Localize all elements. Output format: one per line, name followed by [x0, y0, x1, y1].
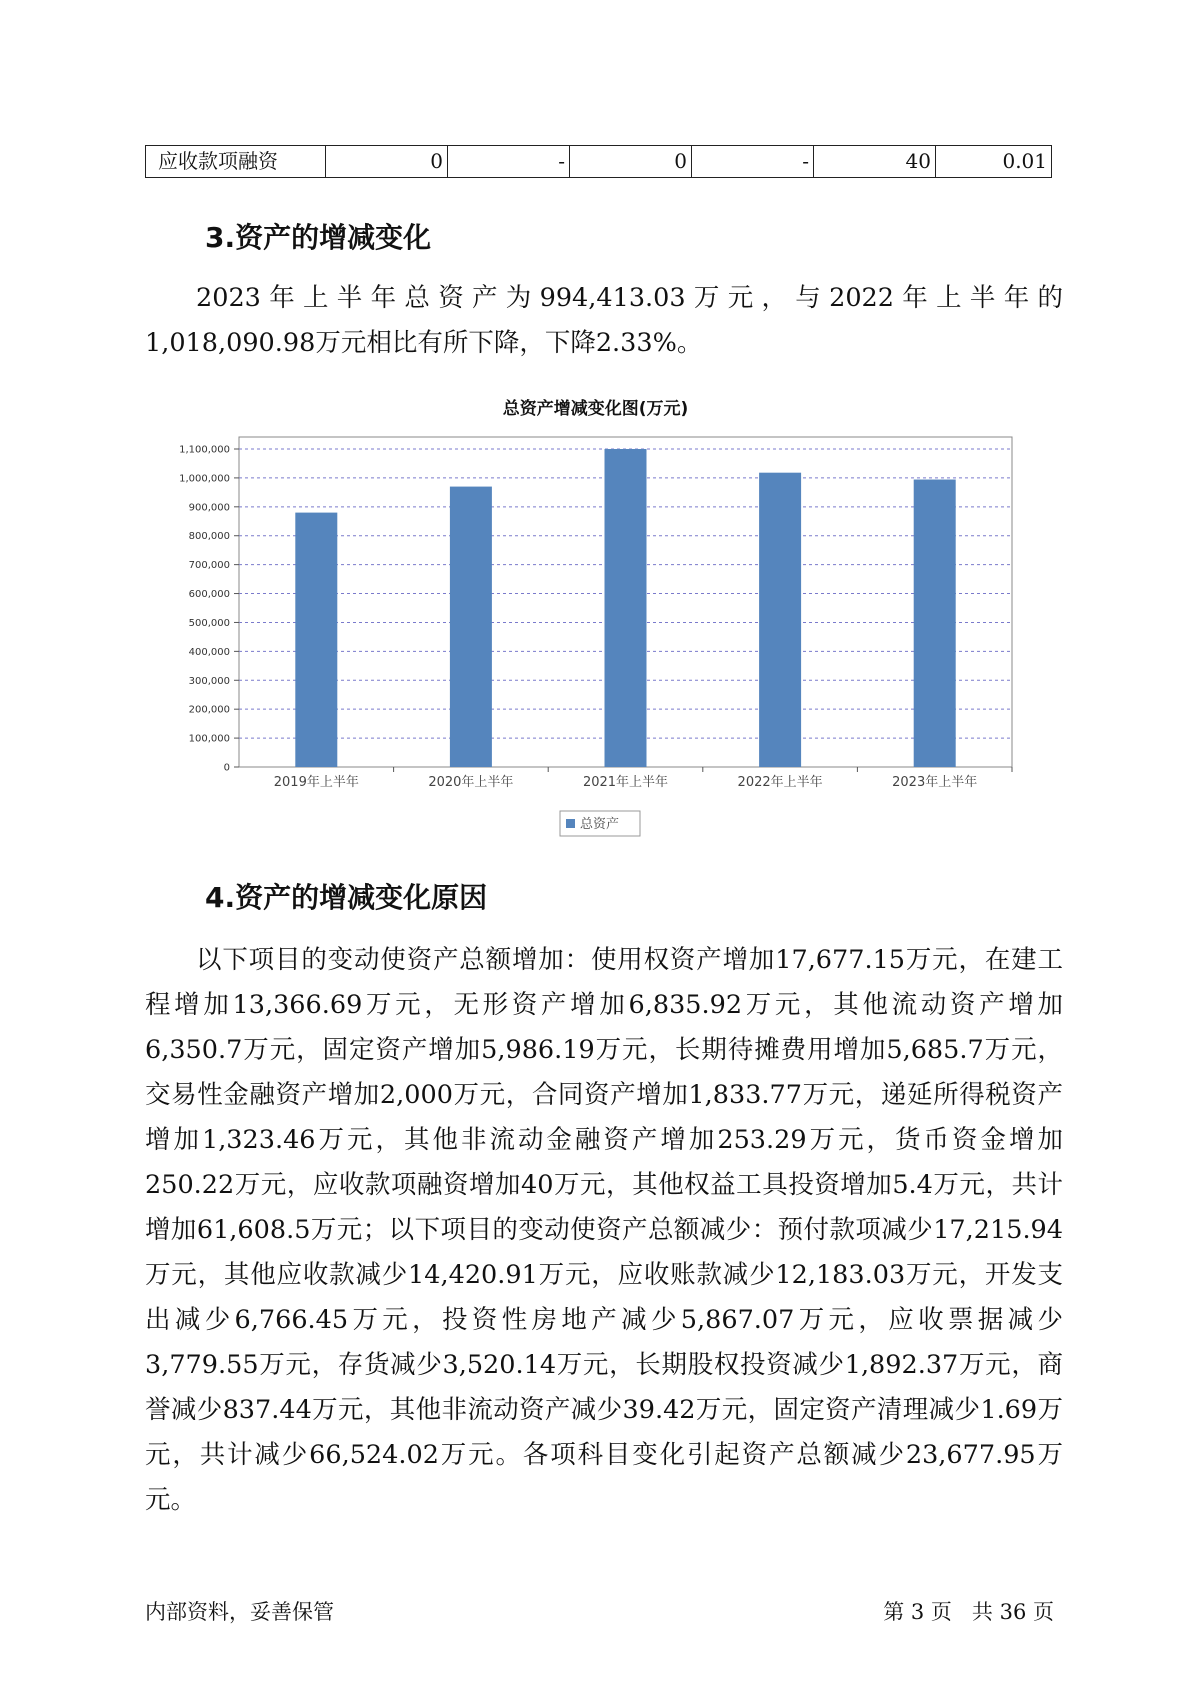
legend-label: 总资产	[580, 817, 620, 832]
x-category-label: 2022年上半年	[737, 775, 823, 790]
y-tick-label: 200,000	[188, 704, 230, 716]
table-cell: 0	[326, 146, 448, 178]
footer-page-number: 第 3 页 共 36 页	[883, 1600, 1054, 1624]
footer-confidential-note: 内部资料，妥善保管	[145, 1600, 334, 1624]
section-3-paragraph: 2023年上半年总资产为994,413.03万元，与2022年上半年的1,018,090.98万元相比有所下降，下降2.33%。	[145, 283, 1063, 358]
y-tick-label: 300,000	[188, 675, 230, 687]
legend-swatch	[566, 819, 575, 828]
y-tick-label: 700,000	[188, 560, 230, 572]
table-cell: 0	[570, 146, 692, 178]
x-category-label: 2021年上半年	[582, 775, 669, 790]
y-tick-label: 1,100,000	[179, 444, 230, 456]
x-category-label: 2019年上半年	[273, 775, 359, 790]
x-category-label: 2023年上半年	[892, 775, 978, 790]
bar	[450, 487, 492, 767]
y-tick-label: 500,000	[188, 617, 230, 629]
y-tick-label: 0	[223, 762, 230, 774]
y-tick-label: 1,000,000	[179, 473, 230, 485]
row-label: 应收款项融资	[146, 146, 326, 178]
y-tick-label: 400,000	[188, 646, 230, 658]
y-tick-label: 600,000	[188, 589, 230, 601]
bar	[295, 513, 337, 767]
chart-title: 总资产增减变化图(万元)	[502, 399, 689, 419]
table-cell: 40	[814, 146, 936, 178]
bar	[759, 473, 801, 767]
y-tick-label: 800,000	[188, 531, 230, 543]
table-cell: -	[692, 146, 814, 178]
x-category-label: 2020年上半年	[428, 775, 514, 790]
bar	[914, 480, 956, 767]
y-tick-label: 900,000	[188, 502, 230, 514]
table-cell: -	[448, 146, 570, 178]
section-4-paragraph: 以下项目的变动使资产总额增加：使用权资产增加17,677.15万元，在建工程增加13,366.69万元，无形资产增加6,835.92万元，其他流动资产增加6,350.7万元，固定资产增加5,986.19万元，长期待摊费用增加5,685.7万元，交易性金融资产增加2,000万元，合同资产增加1,833.77万元，递延所得税资产增加1,323.46万元，其他非流动金融资产增加253.29万元，货币资金增加250.22万元，应收款项融资增加40万元，其他权益工具投资增加5.4万元，共计增加61,608.5万元；以下项目的变动使资产总额减少：预付款项减少17,215.94万元，其他应收款减少14,420.91万元，应收账款减少12,183.03万元，开发支出减少6,766.45万元，投资性房地产减少5,867.07万元，应收票据减少3,779.55万元，存货减少3,520.14万元，长期股权投资减少1,892.37万元，商誉减少837.44万元，其他非流动资产减少39.42万元，固定资产清理减少1.69万元，共计减少66,524.02万元。各项科目变化引起资产总额减少23,677.95万元。	[145, 945, 1063, 1515]
section-heading-3: 3.资产的增减变化	[205, 221, 432, 254]
table-cell: 0.01	[936, 146, 1052, 178]
bar	[605, 449, 647, 767]
y-tick-label: 100,000	[188, 733, 230, 745]
section-heading-4: 4.资产的增减变化原因	[205, 881, 488, 914]
